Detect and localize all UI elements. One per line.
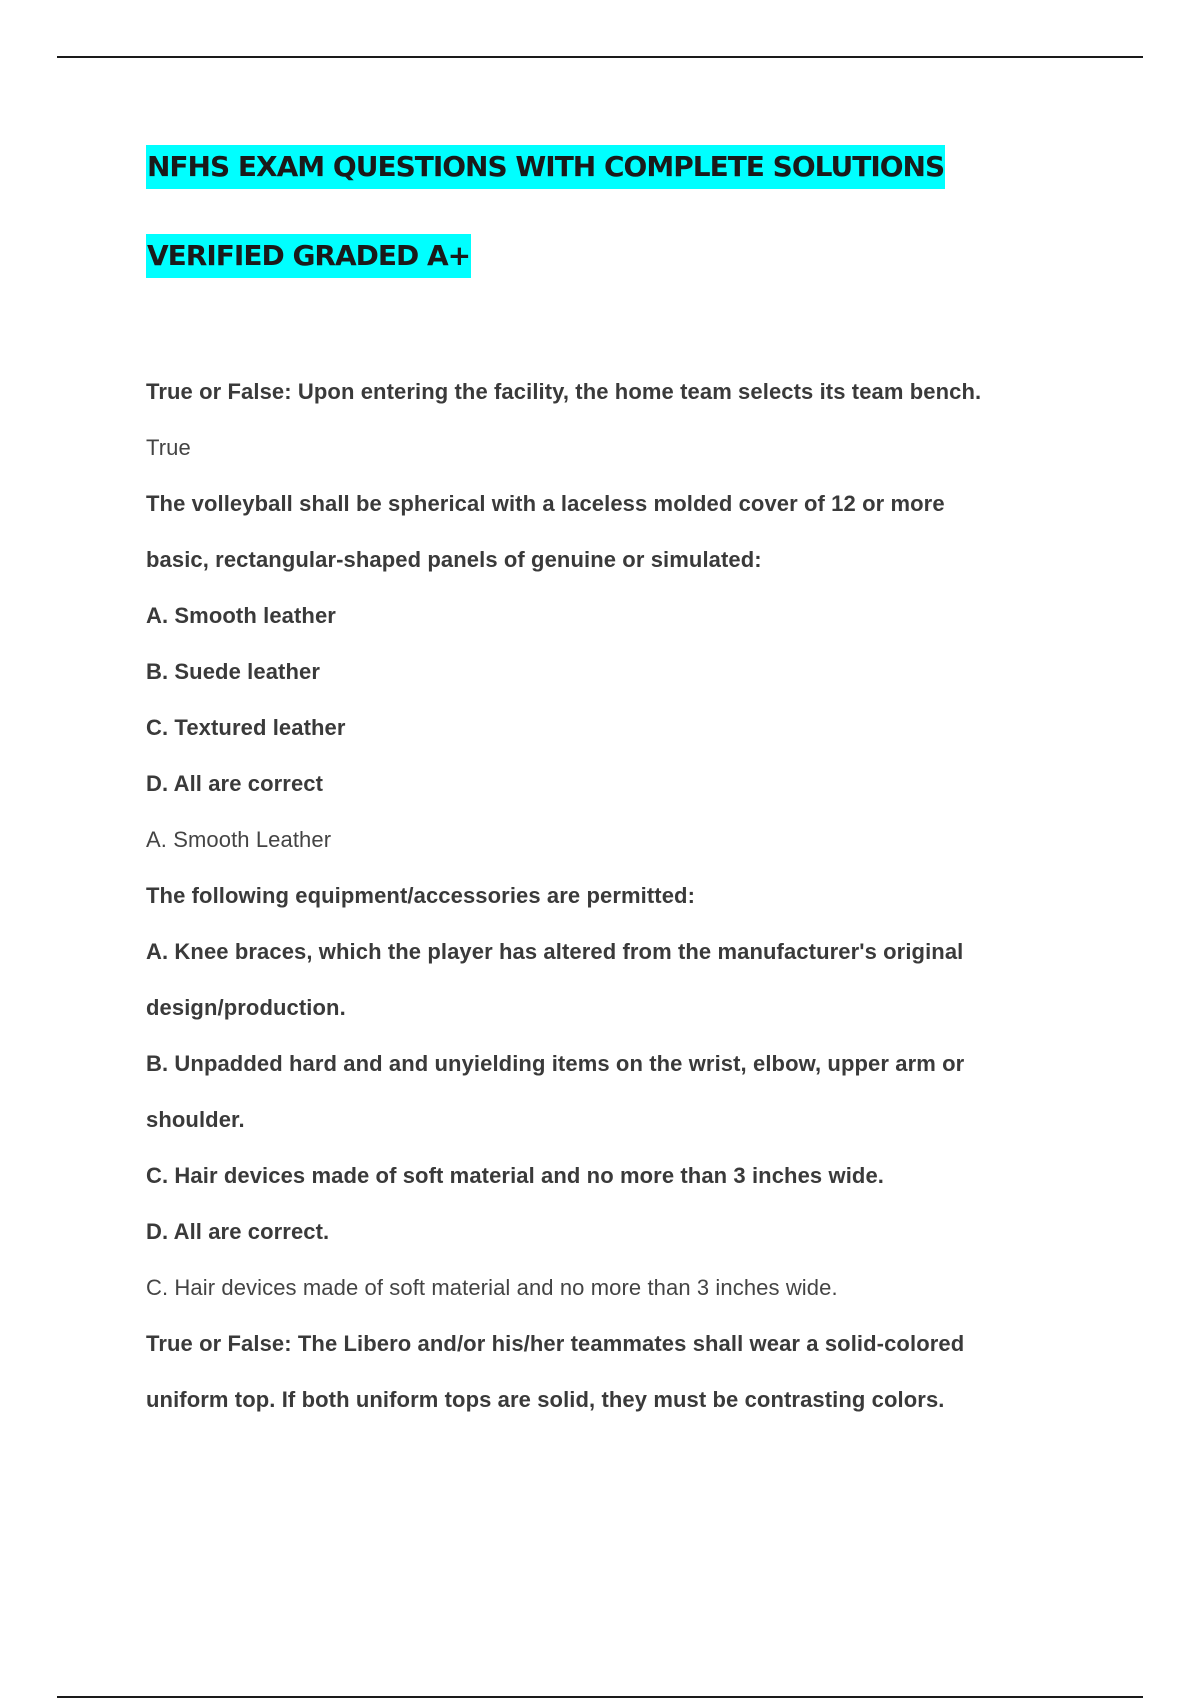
question-line: The following equipment/accessories are permitted:: [146, 883, 696, 908]
question-line: basic, rectangular-shaped panels of genuine or simulated:: [146, 547, 762, 572]
title-line-2: VERIFIED GRADED A+: [146, 234, 471, 278]
option-line: B. Suede leather: [146, 659, 320, 684]
option-line: shoulder.: [146, 1107, 245, 1132]
answer-line: C. Hair devices made of soft material and no more than 3 inches wide.: [146, 1275, 838, 1300]
footer-rule: [57, 1696, 1143, 1698]
option-line: A. Smooth leather: [146, 603, 336, 628]
option-line: D. All are correct.: [146, 1219, 330, 1244]
qa-content: [146, 364, 1106, 1428]
answer-line: A. Smooth Leather: [146, 827, 332, 852]
option-line: A. Knee braces, which the player has altered from the manufacturer's original: [146, 939, 964, 964]
question-line: uniform top. If both uniform tops are solid, they must be contrasting colors.: [146, 1387, 945, 1412]
option-line: D. All are correct: [146, 771, 324, 796]
question-line: The volleyball shall be spherical with a laceless molded cover of 12 or more: [146, 491, 945, 516]
option-line: C. Textured leather: [146, 715, 346, 740]
option-line: B. Unpadded hard and and unyielding items on the wrist, elbow, upper arm or: [146, 1051, 965, 1076]
option-line: C. Hair devices made of soft material and no more than 3 inches wide.: [146, 1163, 884, 1188]
title-line-1: NFHS EXAM QUESTIONS WITH COMPLETE SOLUTIONS: [146, 145, 945, 189]
answer-line: True: [146, 435, 191, 460]
header-rule: [57, 56, 1143, 58]
option-line: design/production.: [146, 995, 346, 1020]
question-line: True or False: Upon entering the facility, the home team selects its team bench.: [146, 379, 982, 404]
document-title: [146, 145, 945, 272]
question-line: True or False: The Libero and/or his/her teammates shall wear a solid-colored: [146, 1331, 965, 1356]
